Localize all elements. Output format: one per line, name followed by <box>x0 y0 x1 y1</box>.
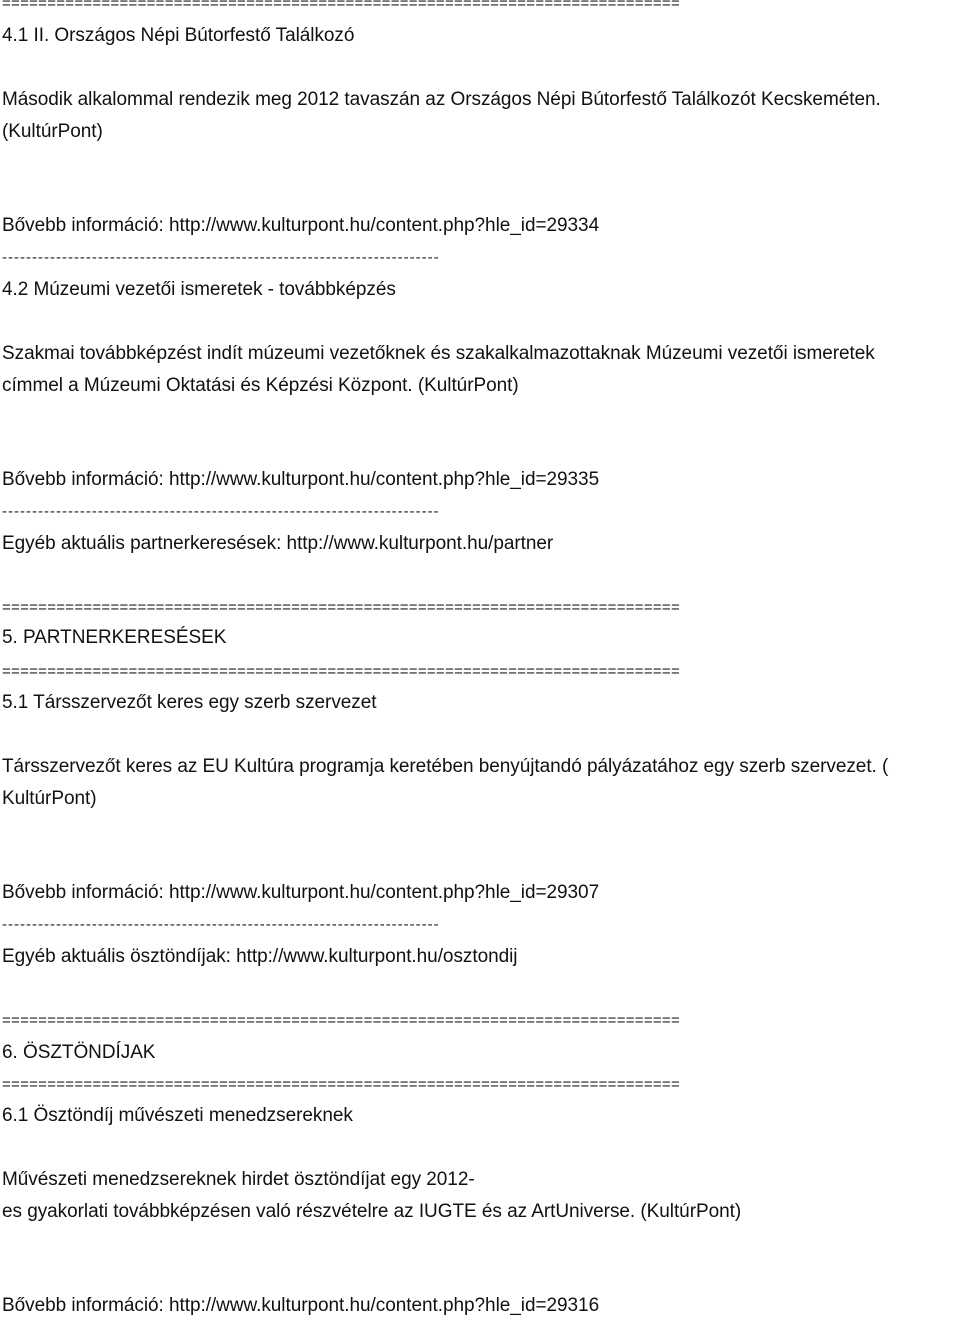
dash-separator: ------------------------------------------------------------------------- <box>2 916 440 933</box>
equals-separator: =========================================================================== <box>2 1076 680 1093</box>
section-4-2-more-info-link[interactable]: Bővebb információ: http://www.kulturpont.hu/content.php?hle_id=29335 <box>2 469 600 490</box>
equals-separator: =========================================================================== <box>2 0 680 12</box>
section-4-1-body-line-2: (KultúrPont) <box>2 121 103 142</box>
section-4-1-more-info-link[interactable]: Bővebb információ: http://www.kulturpont.hu/content.php?hle_id=29334 <box>2 215 600 236</box>
equals-separator: =========================================================================== <box>2 663 680 680</box>
section-5-1-body-line-2: KultúrPont) <box>2 788 97 809</box>
section-4-1-body-line-1: Második alkalommal rendezik meg 2012 tavaszán az Országos Népi Bútorfestő Találkozót Kecskeméten. <box>2 89 881 110</box>
dash-separator: ------------------------------------------------------------------------- <box>2 503 440 520</box>
section-4-2-body-line-1: Szakmai továbbképzést indít múzeumi vezetőknek és szakalkalmazottaknak Múzeumi vezetői ismeretek <box>2 343 875 364</box>
section-6-1-body-line-2: es gyakorlati továbbképzésen való részvételre az IUGTE és az ArtUniverse. (KultúrPont) <box>2 1201 742 1222</box>
scholarship-link[interactable]: Egyéb aktuális ösztöndíjak: http://www.kulturpont.hu/osztondij <box>2 946 518 967</box>
section-6-1-body-line-1: Művészeti menedzsereknek hirdet ösztöndíjat egy 2012- <box>2 1169 475 1190</box>
section-5-1-body-line-1: Társszervezőt keres az EU Kultúra programja keretében benyújtandó pályázatához egy szerb szervezet. ( <box>2 756 889 777</box>
section-5-1-heading: 5.1 Társszervezőt keres egy szerb szervezet <box>2 692 377 713</box>
section-4-2-body-line-2: címmel a Múzeumi Oktatási és Képzési Központ. (KultúrPont) <box>2 375 519 396</box>
section-6-title: 6. ÖSZTÖNDÍJAK <box>2 1042 156 1063</box>
dash-separator: ------------------------------------------------------------------------- <box>2 249 440 266</box>
partner-search-link[interactable]: Egyéb aktuális partnerkeresések: http://www.kulturpont.hu/partner <box>2 533 554 554</box>
section-6-1-heading: 6.1 Ösztöndíj művészeti menedzsereknek <box>2 1105 353 1126</box>
section-6-1-more-info-link[interactable]: Bővebb információ: http://www.kulturpont.hu/content.php?hle_id=29316 <box>2 1295 600 1316</box>
equals-separator: =========================================================================== <box>2 599 680 616</box>
section-4-2-heading: 4.2 Múzeumi vezetői ismeretek - továbbképzés <box>2 279 396 300</box>
section-4-1-heading: 4.1 II. Országos Népi Bútorfestő Találkozó <box>2 25 355 46</box>
equals-separator: =========================================================================== <box>2 1012 680 1029</box>
section-5-title: 5. PARTNERKERESÉSEK <box>2 627 227 648</box>
section-5-1-more-info-link[interactable]: Bővebb információ: http://www.kulturpont.hu/content.php?hle_id=29307 <box>2 882 600 903</box>
